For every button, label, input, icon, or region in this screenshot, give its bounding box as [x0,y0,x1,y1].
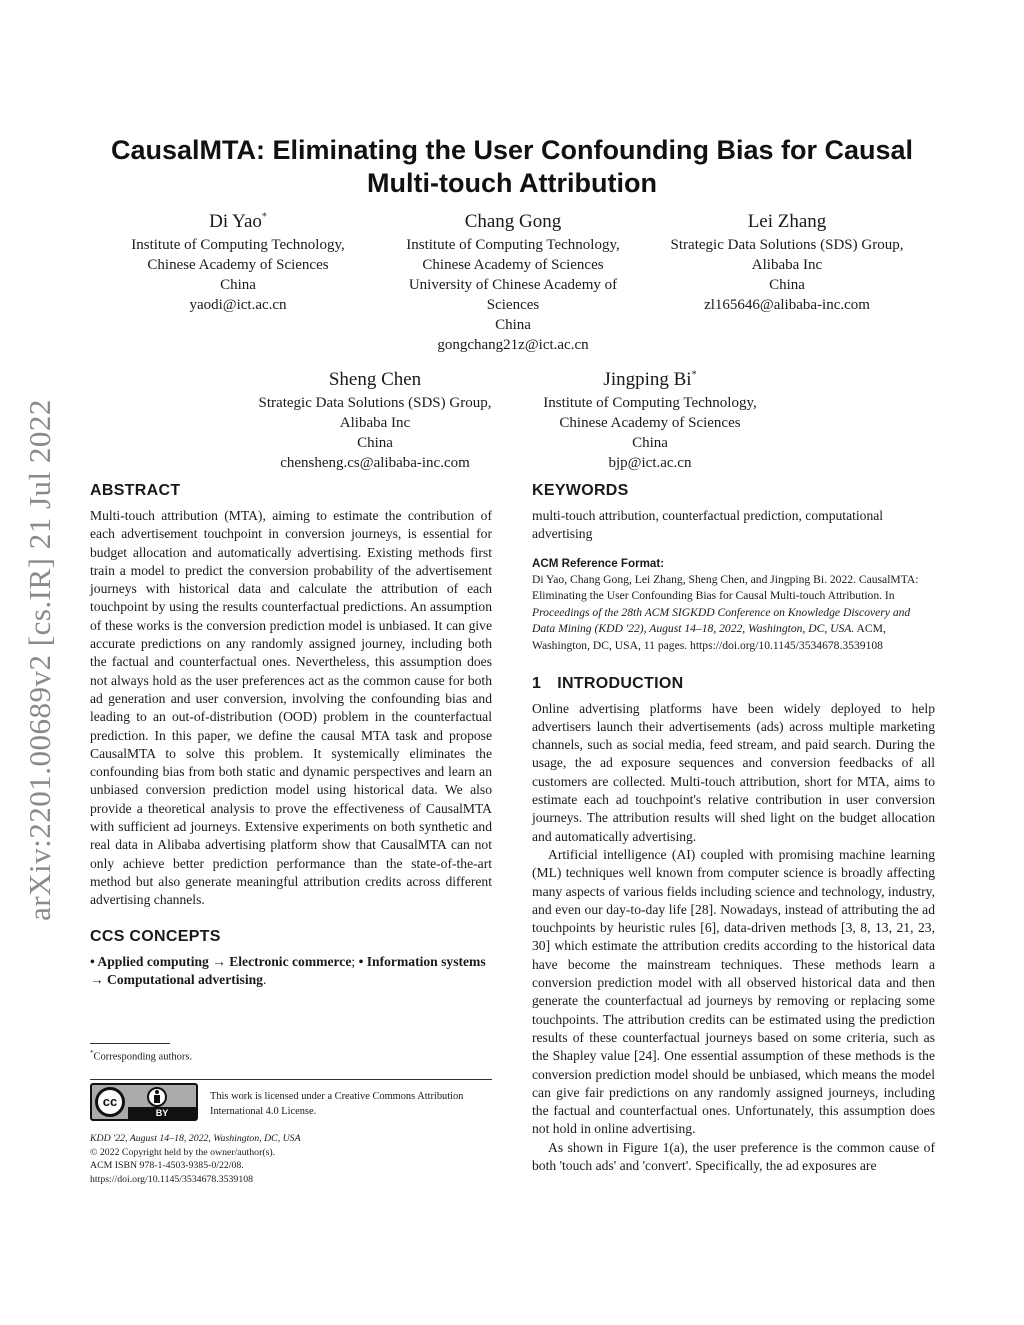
arxiv-stamp [10,370,70,950]
by-label: BY [128,1107,196,1119]
abstract-heading: ABSTRACT [90,482,181,499]
person-icon [147,1087,167,1107]
author-affil: China [495,317,531,333]
author-email: bjp@ict.ac.cn [608,455,692,471]
publication-venue: KDD '22, August 14–18, 2022, Washington, DC, USA [90,1133,301,1144]
cc-icon: cc [95,1087,125,1117]
author-name: Di Yao* [209,211,267,232]
author-affil: Institute of Computing Technology, [543,395,757,411]
author-block-5 [520,368,780,473]
acm-ref-heading: ACM Reference Format: [532,556,665,570]
license-text: This work is licensed under a Creative Commons Attribution International 4.0 License. [210,1091,464,1117]
keywords-text: multi-touch attribution, counterfactual prediction, computational advertising [532,508,884,542]
paper-title: CausalMTA: Eliminating the User Confounding Bias for Causal Multi-touch Attribution [110,135,914,198]
ccs-heading: CCS CONCEPTS [90,927,221,945]
author-email: yaodi@ict.ac.cn [189,297,287,313]
author-affil: Chinese Academy of Sciences [559,415,741,431]
author-affil: Institute of Computing Technology, [406,237,620,253]
right-column [532,482,935,1175]
intro-heading: 1 INTRODUCTION [532,674,684,692]
author-affil: Alibaba Inc [751,257,823,273]
arxiv-stamp-text: arXiv:2201.00689v2 [cs.IR] 21 Jul 2022 [22,399,57,921]
author-affil: China [357,435,393,451]
left-column [90,482,492,989]
intro-paragraph-1: Online advertising platforms have been widely deployed to help advertisers launch their advertisements (ads) across multiple marketing channels, such as social media, feed stream, and paid search. During the usage, the ad exposure sequences and conversion feedbacks of all customers are collected. Multi-touch attribution, short for MTA, aims to estimate each ad touchpoint's relative contribution in user conversion journeys. The attribution results will shed light on the budget allocation and automatically advertising. [532,700,935,844]
author-affil: Chinese Academy of Sciences [147,257,329,273]
author-affil: China [220,277,256,293]
publication-doi: https://doi.org/10.1145/3534678.3539108 [90,1174,254,1186]
author-block-4 [240,368,510,473]
author-affil: University of Chinese Academy of [408,277,618,293]
author-name: Lei Zhang [747,211,827,232]
author-name: Sheng Chen [328,369,422,390]
author-affil: Alibaba Inc [339,415,411,431]
footnote-rule [90,1043,170,1044]
author-email: gongchang21z@ict.ac.cn [437,337,589,353]
license-rule [90,1079,492,1080]
author-email: zl165646@alibaba-inc.com [704,297,870,313]
author-affil: Chinese Academy of Sciences [422,257,604,273]
author-block-2 [383,210,643,355]
author-affil: Strategic Data Solutions (SDS) Group, [258,395,492,411]
ccs-text: • Applied computing → Electronic commerce; • Information systems → Computational advertising. [90,953,486,987]
intro-paragraph-2: Artificial intelligence (AI) coupled with promising machine learning (ML) techniques well known from computer science is broadly affecting many aspects of various fields including science and technology, industry, and even our day-to-day life [28]. Nowadays, instead of attributing the ad touchpoints by heuristic rules [6], data-driven methods [3, 8, 13, 21, 23, 30] which estimate the attribution credits according to the historical data have become the mainstream techniques. These methods learn a conversion prediction model with all observed historical data and then generate the counterfactual ad journeys by removing or replacing some touchpoints. The attribution credits can be estimated using the prediction results of these counterfactual journeys based on some criteria, such as the Shapley value [24]. One essential assumption of these methods is the conversion prediction model should be unbiased, which means the model can give fair predictions on any randomly assigned journeys, including the factual and counterfactual ones. Unfortunately, this assumption does not hold in online advertising. [532,846,935,1137]
keywords-heading: KEYWORDS [532,482,629,499]
cc-by-icon [90,1083,198,1121]
author-affil: China [632,435,668,451]
publication-isbn: ACM ISBN 978-1-4503-9385-0/22/08. [90,1160,244,1172]
author-name: Chang Gong [464,211,562,232]
intro-paragraph-3: As shown in Figure 1(a), the user preference is the common cause of both 'touch ads' and 'convert'. Specifically, the ad exposures are [532,1139,935,1173]
footnote: *Corresponding authors. [90,1049,193,1063]
acm-ref-text: Di Yao, Chang Gong, Lei Zhang, Sheng Chen, and Jingping Bi. 2022. CausalMTA: Eliminating the User Confounding Bias for Causal Multi-touch Attribution. In Proceedings of the 28th ACM SIGKDD Conference on Knowledge Discovery and Data Mining (KDD '22), August 14–18, 2022, Washington, DC, USA. ACM, Washington, DC, USA, 11 pages. https://doi.org/10.1145/3534678.3539108 [532,572,919,652]
author-name: Jingping Bi* [603,369,697,390]
abstract-text: Multi-touch attribution (MTA), aiming to estimate the contribution of each advertisement touchpoint in conversion journeys, is essential for budget allocation and automatically advertising. Existing methods first train a model to predict the conversion probability of the advertisement journeys with historical data and calculate the attribution of each touchpoint by using the results counterfactual predictions. An assumption of these works is the conversion prediction model is unbiased. It can give accurate predictions on any randomly assigned journey, including both the factual and counterfactual ones. Nevertheless, this assumption does not always hold as the user preferences act as the common cause for both ad generation and user conversion, involving the confounding bias and leading to an out-of-distribution (OOD) problem in the counterfactual prediction. In this paper, we define the causal MTA task and propose CausalMTA to solve this problem. It systemically eliminates the confounding bias from both static and dynamic perspectives and learn an unbiased conversion prediction model using historical data. We also provide a theoretical analysis to prove the effectiveness of CausalMTA with sufficient ad journeys. Extensive experiments on both synthetic and real data in Alibaba advertising platform show that CausalMTA can not only achieve better prediction performance than the state-of-the-art method but also generate meaningful attribution credits across different advertising channels. [90,508,492,908]
publication-info [90,1132,492,1187]
publication-copyright: © 2022 Copyright held by the owner/author(s). [90,1146,276,1158]
author-affil: Institute of Computing Technology, [131,237,345,253]
author-affil: Strategic Data Solutions (SDS) Group, [670,237,904,253]
author-block-1 [108,210,368,315]
author-affil: Sciences [486,297,540,313]
author-block-3 [652,210,922,315]
author-affil: China [769,277,805,293]
author-email: chensheng.cs@alibaba-inc.com [280,455,470,471]
